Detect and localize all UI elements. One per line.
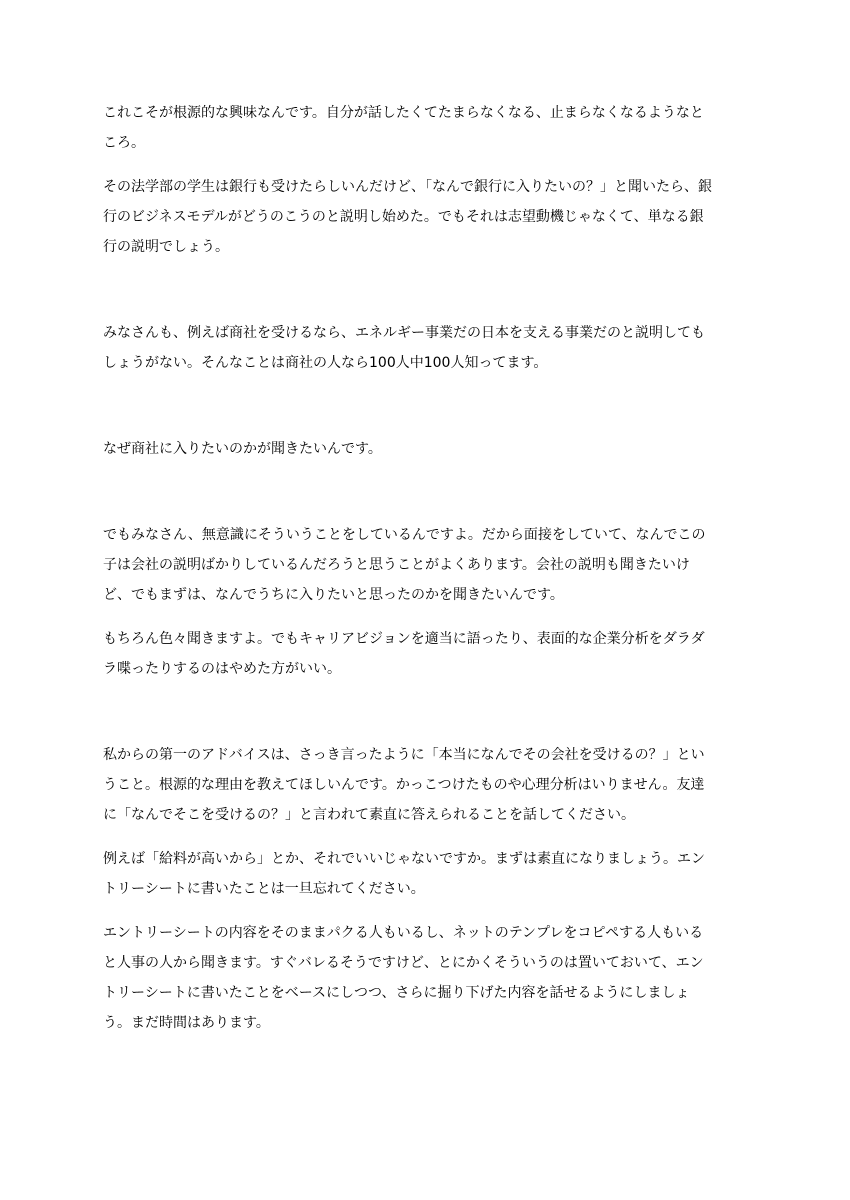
paragraph-3: みなさんも、例えば商社を受けるなら、エネルギー事業だの日本を支える事業だのと説明してもしょうがない。そんなことは商社の人なら100人中100人知ってます。 xyxy=(103,325,705,371)
paragraph-7: 私からの第一のアドバイスは、さっき言ったように「本当になんでその会社を受けるの？」ということ。根源的な理由を教えてほしいんです。かっこつけたものや心理分析はいりません。友達に「なんでそこを受けるの？」と言われて素直に答えられることを話してください。 xyxy=(103,747,705,823)
section-spacer xyxy=(103,378,713,434)
paragraph-2: その法学部の学生は銀行も受けたらしいんだけど、「なんで銀行に入りたいの？」と聞いたら、銀行のビジネスモデルがどうのこうのと説明し始めた。でもそれは志望動機じゃなくて、単なる銀行の説明でしょう。 xyxy=(103,179,712,255)
paragraph-spacer xyxy=(103,904,713,918)
paragraph-6: もちろん色々聞きますよ。でもキャリアビジョンを適当に語ったり、表面的な企業分析をダラダラ喋ったりするのはやめた方がいい。 xyxy=(103,631,705,677)
paragraph-9: エントリーシートの内容をそのままパクる人もいるし、ネットのテンプレをコピペする人もいると人事の人から聞きます。すぐバレるそうですけど、とにかくそういうのは置いておいて、エントリーシートに書いたことをベースにしつつ、さらに掘り下げた内容を話せるようにしましょう。まだ時間はあります。 xyxy=(103,925,704,1031)
section-spacer xyxy=(103,464,713,520)
paragraph-4: なぜ商社に入りたいのかが聞きたいんです。 xyxy=(103,441,382,457)
paragraph-8: 例えば「給料が高いから」とか、それでいいじゃないですか。まずは素直になりましょう。エントリーシートに書いたことは一旦忘れてください。 xyxy=(103,851,705,897)
paragraph-spacer xyxy=(103,830,713,844)
section-spacer xyxy=(103,684,713,740)
document-body xyxy=(103,98,713,1038)
section-spacer xyxy=(103,262,713,318)
paragraph-spacer xyxy=(103,158,713,172)
paragraph-5: でもみなさん、無意識にそういうことをしているんですよ。だから面接をしていて、なんでこの子は会社の説明ばかりしているんだろうと思うことがよくあります。会社の説明も聞きたいけど、でもまずは、なんでうちに入りたいと思ったのかを聞きたいんです。 xyxy=(103,527,706,603)
paragraph-spacer xyxy=(103,610,713,624)
paragraph-1: これこそが根源的な興味なんです。自分が話したくてたまらなくなる、止まらなくなるようなところ。 xyxy=(103,105,704,151)
